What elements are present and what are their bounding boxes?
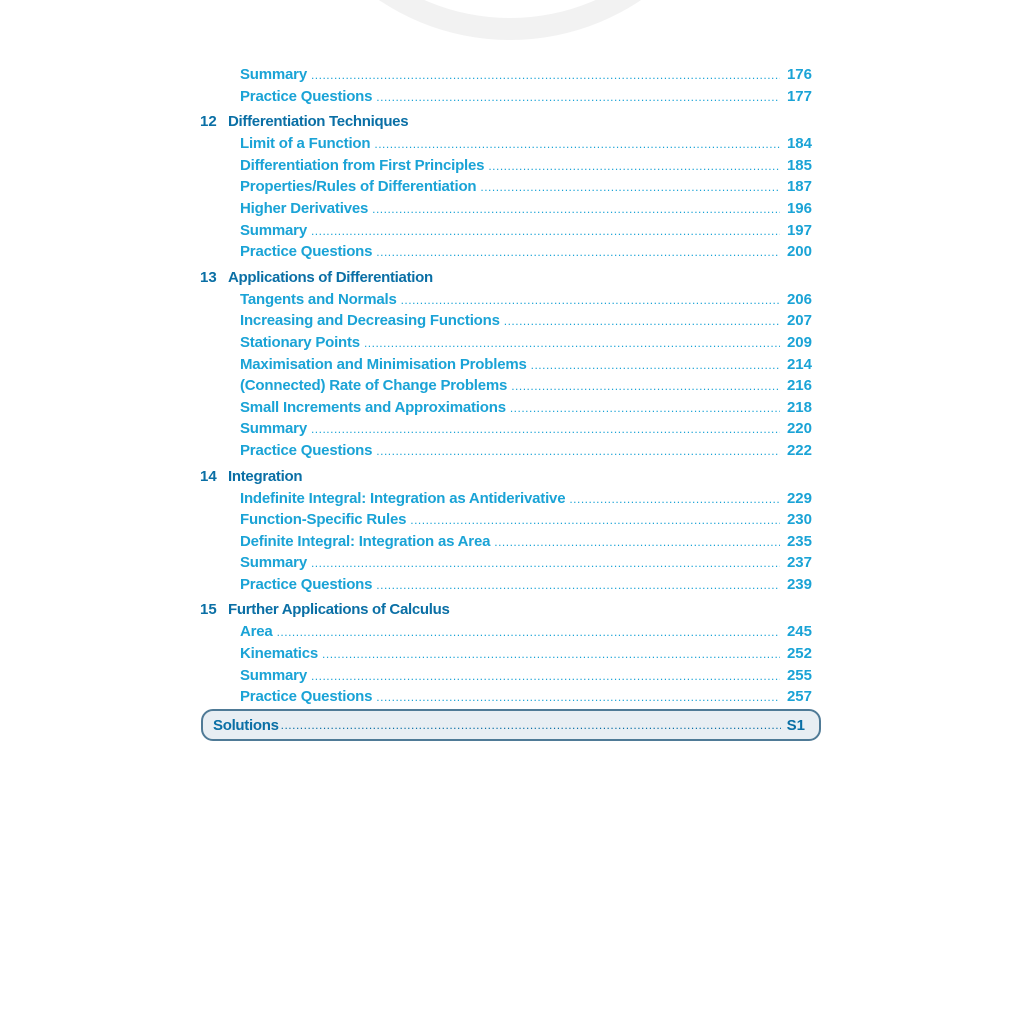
dot-leader (376, 687, 780, 709)
chapter-heading[interactable] (200, 110, 812, 133)
dot-leader (311, 419, 780, 441)
toc-entry[interactable] (240, 133, 812, 155)
toc-entry[interactable] (240, 198, 812, 220)
toc-entry-label: Properties/Rules of Differentiation (240, 178, 477, 196)
dot-leader (277, 622, 780, 644)
toc-entry-label: Stationary Points (240, 333, 360, 351)
chapter-title: Integration (228, 467, 303, 485)
toc-entry[interactable] (240, 552, 812, 574)
dot-leader (376, 242, 780, 264)
dot-leader (372, 199, 780, 221)
toc-entry-label: Practice Questions (240, 688, 373, 706)
dot-leader (376, 87, 780, 109)
dot-leader (364, 333, 780, 355)
table-of-contents (200, 64, 812, 708)
toc-entry-page: 200 (786, 243, 812, 261)
toc-entry-label: Practice Questions (240, 575, 373, 593)
toc-entry-page: 177 (786, 87, 812, 105)
dot-leader (376, 575, 780, 597)
toc-entry-label: Summary (240, 420, 307, 438)
toc-entry-label: Summary (240, 66, 307, 83)
toc-entry-page: 185 (786, 156, 812, 174)
toc-entry-page: 207 (786, 312, 812, 330)
toc-entry[interactable] (240, 665, 812, 687)
toc-entry[interactable] (240, 643, 812, 665)
toc-entry[interactable] (240, 509, 812, 531)
toc-entry[interactable] (240, 332, 812, 354)
toc-entry-label: Summary (240, 221, 307, 239)
toc-entry-page: 230 (786, 511, 812, 529)
dot-leader (488, 156, 780, 178)
solutions-page: S1 (786, 716, 805, 734)
toc-entry-label: Kinematics (240, 645, 319, 663)
toc-entry-label: Practice Questions (240, 441, 373, 459)
toc-entry-page: 196 (786, 199, 812, 217)
toc-entry-label: Differentiation from First Principles (240, 156, 485, 174)
toc-entry[interactable] (240, 220, 812, 242)
dot-leader (494, 532, 780, 554)
toc-entry-page: 235 (786, 532, 812, 550)
toc-entry-page: 197 (786, 221, 812, 239)
toc-entry-label: Higher Derivatives (240, 199, 369, 217)
toc-entry[interactable] (240, 354, 812, 376)
toc-entry[interactable] (240, 686, 812, 708)
toc-entry[interactable] (240, 289, 812, 311)
chapter-title: Further Applications of Calculus (228, 601, 450, 619)
toc-entry-page: 220 (786, 420, 812, 438)
toc-entry[interactable] (240, 241, 812, 263)
toc-entry-label: Practice Questions (240, 87, 373, 105)
toc-entry-page: 255 (786, 666, 812, 684)
toc-entry-page: 218 (786, 398, 812, 416)
toc-entry[interactable] (240, 176, 812, 198)
toc-entry[interactable] (240, 155, 812, 177)
chapter-title: Differentiation Techniques (228, 113, 409, 131)
toc-entry-page: 206 (786, 290, 812, 308)
dot-leader (504, 311, 780, 333)
toc-entry-page: 216 (786, 377, 812, 395)
toc-entry[interactable] (240, 418, 812, 440)
toc-entry[interactable] (240, 574, 812, 596)
toc-entry-label: Increasing and Decreasing Functions (240, 312, 500, 330)
dot-leader (401, 290, 780, 312)
dot-leader (410, 510, 780, 532)
toc-entry-label: Tangents and Normals (240, 290, 397, 308)
toc-entry[interactable] (240, 397, 812, 419)
toc-entry[interactable] (240, 488, 812, 510)
toc-entry-page: 239 (786, 575, 812, 593)
chapter-heading[interactable] (200, 465, 812, 488)
chapter-number: 13 (200, 268, 217, 286)
toc-entry-page: 176 (786, 66, 812, 83)
toc-entry-label: Definite Integral: Integration as Area (240, 532, 491, 550)
chapter-title: Applications of Differentiation (228, 268, 433, 286)
chapter-heading[interactable] (200, 598, 812, 621)
chapter-number: 12 (200, 113, 217, 131)
toc-entry-label: Summary (240, 666, 307, 684)
toc-entry[interactable] (240, 375, 812, 397)
chapter-number: 15 (200, 601, 217, 619)
toc-entry-label: Practice Questions (240, 243, 373, 261)
dot-leader (376, 441, 780, 463)
watermark-arc (275, 0, 745, 40)
dot-leader (480, 177, 780, 199)
dot-leader (311, 65, 780, 87)
toc-entry-label: Limit of a Function (240, 135, 371, 153)
toc-entry-label: Maximisation and Minimisation Problems (240, 355, 527, 373)
toc-entry-page: 214 (786, 355, 812, 373)
dot-leader (281, 718, 781, 732)
toc-entry-page: 222 (786, 441, 812, 459)
toc-entry-page: 229 (786, 489, 812, 507)
solutions-label: Solutions (213, 716, 279, 734)
solutions-entry[interactable] (201, 709, 821, 741)
dot-leader (531, 355, 780, 377)
toc-entry[interactable] (240, 621, 812, 643)
dot-leader (322, 644, 780, 666)
dot-leader (374, 134, 780, 156)
toc-entry-page: 187 (786, 178, 812, 196)
chapter-heading[interactable] (200, 266, 812, 289)
dot-leader (311, 553, 780, 575)
dot-leader (311, 221, 780, 243)
toc-entry-label: Area (240, 623, 273, 641)
toc-entry-label: Small Increments and Approximations (240, 398, 506, 416)
toc-entry-page: 252 (786, 645, 812, 663)
toc-entry-label: Indefinite Integral: Integration as Antiderivative (240, 489, 566, 507)
toc-entry-page: 257 (786, 688, 812, 706)
dot-leader (511, 376, 780, 398)
chapter-number: 14 (200, 467, 217, 485)
toc-entry-page: 184 (786, 135, 812, 153)
toc-entry[interactable] (240, 310, 812, 332)
toc-entry[interactable] (240, 531, 812, 553)
toc-entry-label: Function-Specific Rules (240, 511, 407, 529)
toc-entry-label: (Connected) Rate of Change Problems (240, 377, 508, 395)
toc-entry-page: 209 (786, 333, 812, 351)
dot-leader (510, 398, 780, 420)
toc-entry[interactable] (240, 86, 812, 108)
dot-leader (311, 666, 780, 688)
toc-entry[interactable] (240, 440, 812, 462)
dot-leader (569, 489, 780, 511)
toc-entry[interactable] (240, 64, 812, 86)
toc-entry-page: 237 (786, 554, 812, 572)
toc-entry-page: 245 (786, 623, 812, 641)
toc-entry-label: Summary (240, 554, 307, 572)
